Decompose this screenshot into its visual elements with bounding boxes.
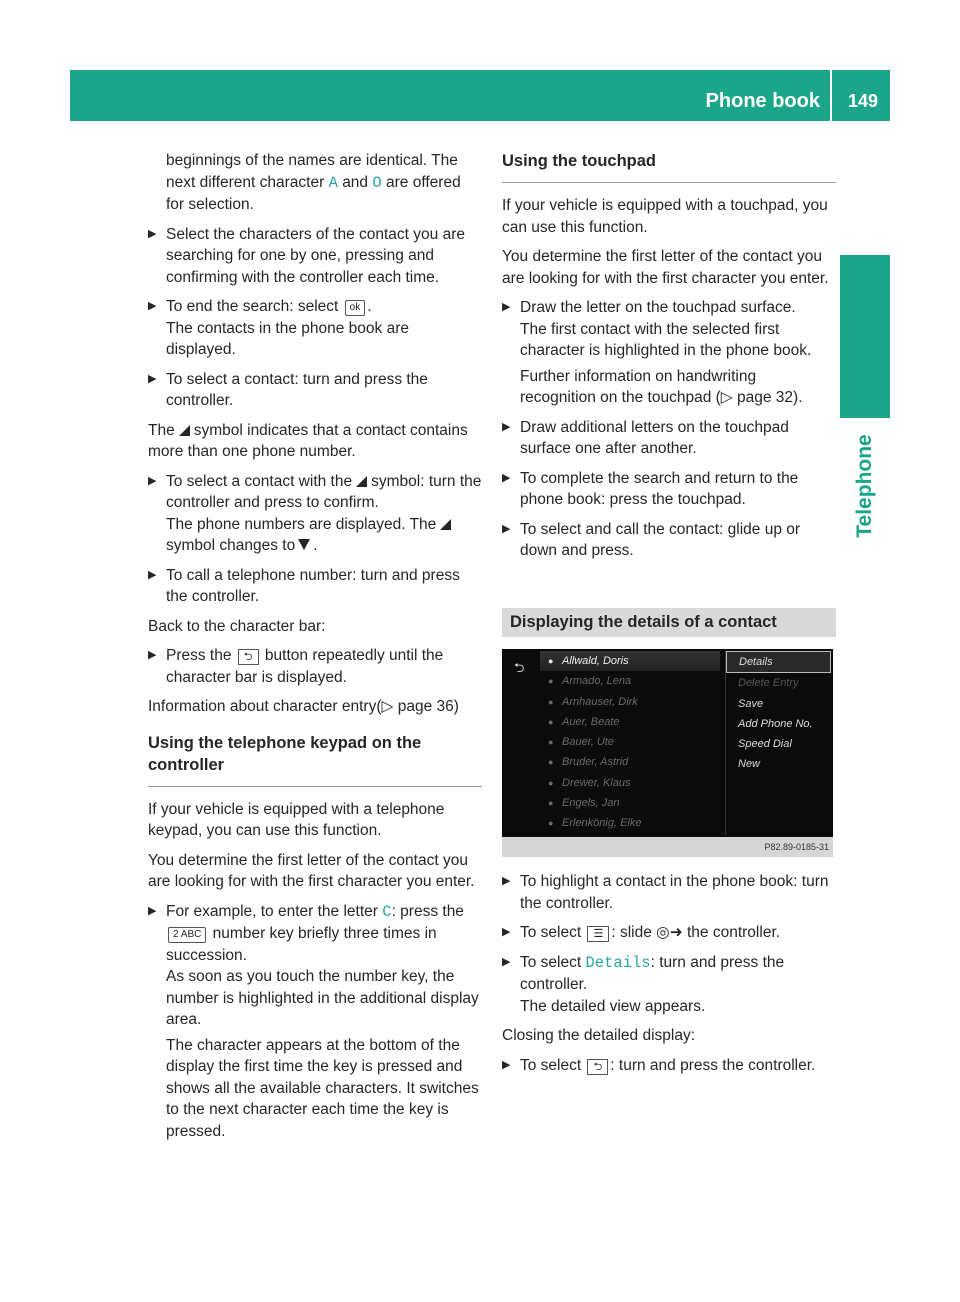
options-menu	[725, 651, 831, 835]
expanded-triangle-icon	[298, 539, 310, 550]
menu-item-new: New	[738, 758, 761, 771]
contact-list	[540, 651, 720, 834]
arrow-icon: ▶	[502, 420, 511, 433]
instruction-step: ▶ To select ☰ : slide ◎➜ the controller.	[502, 922, 836, 944]
list-item: ● Engels, Jan	[548, 797, 620, 810]
instruction-step: ▶ Select the characters of the contact you are searching for one by one, pressing and confirming with the controller each time.	[148, 225, 465, 286]
header-title: Phone book	[705, 90, 820, 112]
section-heading-grey: Displaying the details of a contact	[502, 608, 836, 638]
paragraph: If your vehicle is equipped with a touchpad, you can use this function.	[502, 197, 828, 236]
arrow-icon: ▶	[148, 300, 157, 312]
right-column	[502, 150, 836, 1084]
list-item: ● Allwald, Doris	[540, 651, 720, 671]
menu-item-details: Details	[726, 651, 831, 673]
paragraph: You determine the first letter of the contact you are looking for with the first character you enter.	[148, 851, 475, 890]
arrow-icon: ▶	[148, 568, 157, 581]
list-item: ● Armado, Lena	[548, 675, 632, 688]
side-tab-marker	[840, 255, 890, 418]
paragraph: The symbol indicates that a contact contains more than one phone number.	[148, 421, 468, 460]
instruction-step: ▶ Draw the letter on the touchpad surface. The first contact with the selected first character is highlighted in the phone book. Further information on handwriting recognition on the touchpad (▷ page 32).	[502, 299, 812, 406]
page-header	[70, 70, 890, 121]
arrow-icon: ▶	[502, 875, 511, 887]
list-item: ● Auer, Beate	[548, 715, 620, 728]
arrow-icon: ▶	[502, 1058, 511, 1071]
back-icon: ⮌	[514, 660, 525, 675]
section-heading: Using the touchpad	[502, 150, 836, 183]
back-button-icon: ⮌	[587, 1059, 608, 1075]
arrow-icon: ▶	[148, 904, 157, 917]
instruction-step: ▶ To end the search: select ok . The contacts in the phone book are displayed.	[148, 298, 409, 358]
instruction-step: ▶ To select and call the contact: glide up or down and press.	[502, 520, 801, 559]
arrow-icon: ▶	[148, 474, 157, 487]
arrow-icon: ▶	[502, 301, 511, 313]
list-item: ● Bauer, Ute	[548, 736, 614, 749]
instruction-step: ▶ To select a contact with the symbol: turn the controller and press to confirm. The phone numbers are displayed. Thesymbol changes to .	[148, 472, 482, 554]
instruction-step: ▶ To call a telephone number: turn and press the controller.	[148, 566, 460, 605]
arrow-icon: ▶	[148, 227, 157, 240]
screen-illustration	[502, 649, 833, 857]
arrow-icon: ▶	[502, 926, 511, 938]
list-item: ● Arnhauser, Dirk	[548, 695, 638, 708]
arrow-icon: ▶	[502, 471, 511, 484]
instruction-step: ▶ Press the ⮌ button repeatedly until the character bar is displayed.	[148, 647, 444, 686]
instruction-step: ▶ For example, to enter the letter C: press the 2 ABC number key briefly three times in succession. As soon as you touch the number key, the number is highlighted in the additional display area. The character appears at the bottom of the display the first time the key is pressed and shows all the available characters. It switches to the next character each time the key is pressed.	[148, 902, 479, 1140]
arrow-icon: ▶	[148, 372, 157, 385]
paragraph: Back to the character bar:	[148, 617, 326, 635]
left-column	[148, 150, 482, 1150]
instruction-step: ▶ To select Details: turn and press the controller. The detailed view appears.	[502, 953, 785, 1015]
arrow-icon: ▶	[502, 955, 511, 968]
multi-number-triangle-icon	[356, 476, 367, 487]
arrow-icon: ▶	[148, 649, 157, 661]
side-tab-label: Telephone	[853, 434, 876, 538]
multi-number-triangle-icon	[440, 519, 451, 530]
menu-item-add-phone-no: Add Phone No.	[738, 717, 813, 730]
multi-number-triangle-icon	[179, 425, 190, 436]
header-divider	[830, 70, 832, 121]
instruction-step: ▶ To complete the search and return to the phone book: press the touchpad.	[502, 469, 799, 508]
paragraph: Information about character entry(▷ page 36)	[148, 698, 459, 715]
number-key-2-icon: 2 ABC	[168, 927, 206, 943]
instruction-step: ▶ Draw additional letters on the touchpad surface one after another.	[502, 418, 789, 457]
list-item: ● Bruder, Astrid	[548, 756, 629, 769]
paragraph: beginnings of the names are identical. The next different character A and O are offered for selection.	[166, 152, 461, 213]
arrow-icon: ▶	[502, 522, 511, 535]
back-button-icon: ⮌	[238, 649, 259, 665]
paragraph: If your vehicle is equipped with a telephone keypad, you can use this function.	[148, 800, 445, 839]
instruction-step: ▶ To highlight a contact in the phone book: turn the controller.	[502, 873, 829, 912]
ok-key-icon: ok	[345, 300, 366, 316]
paragraph: Closing the detailed display:	[502, 1027, 696, 1044]
instruction-step: ▶ To select ⮌ : turn and press the controller.	[502, 1055, 836, 1077]
list-item: ● Erlenkönig, Elke	[548, 817, 642, 830]
list-item: ● Drewer, Klaus	[548, 776, 631, 789]
menu-item-delete-entry: Delete Entry	[738, 677, 799, 690]
figure-code: P82.89-0185-31	[502, 837, 833, 857]
menu-item-speed-dial: Speed Dial	[738, 738, 792, 751]
paragraph: You determine the first letter of the contact you are looking for with the first character you enter.	[502, 248, 829, 287]
menu-icon: ☰	[587, 926, 609, 942]
menu-item-save: Save	[738, 697, 764, 710]
controller-slide-icon: ◎➜	[656, 924, 683, 941]
section-heading: Using the telephone keypad on the controller	[148, 732, 482, 787]
instruction-step: ▶ To select a contact: turn and press the controller.	[148, 370, 428, 409]
page-number: 149	[847, 91, 878, 111]
